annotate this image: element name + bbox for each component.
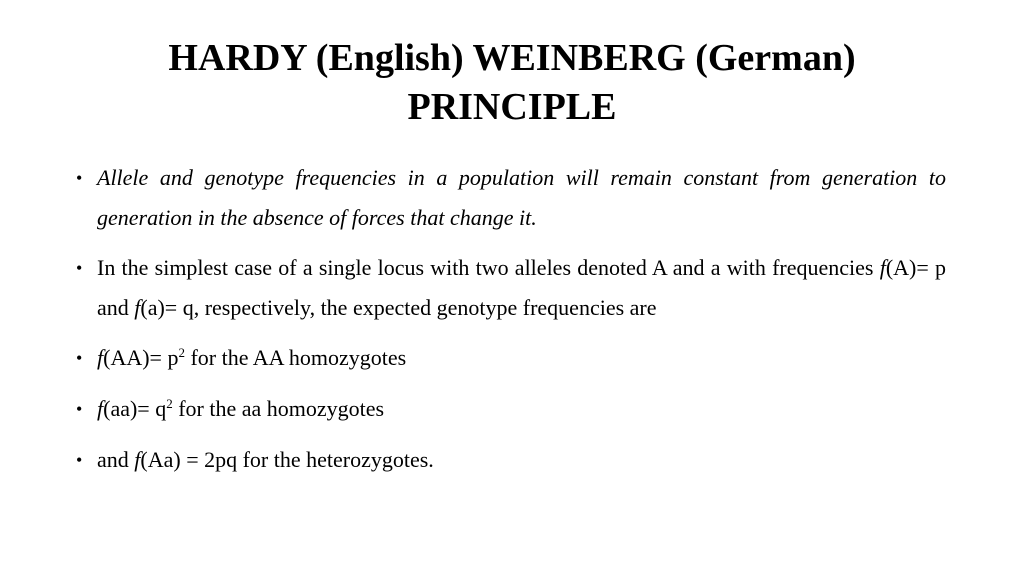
heterozygote-formula: (Aa) = 2pq for the heterozygotes.	[140, 447, 434, 472]
recessive-formula: (aa)= q	[103, 396, 167, 421]
bullet-definition	[76, 158, 946, 238]
aa-description: for the AA homozygotes	[184, 345, 407, 370]
title-line-2: PRINCIPLE	[407, 86, 617, 128]
recessive-description: for the aa homozygotes	[172, 396, 385, 421]
heterozygote-lead: and	[97, 447, 135, 472]
bullet-dot-icon: •	[76, 450, 83, 470]
freq-function-symbol: f	[134, 447, 141, 472]
bullet-aa-homozygote	[76, 338, 946, 378]
definition-text: Allele and genotype frequencies in a population will remain constant from generation to generation in the absence of forces that change it.	[97, 165, 946, 230]
bullet-dot-icon: •	[76, 348, 83, 368]
freq-function-symbol: f	[134, 295, 141, 320]
freq-function-symbol: f	[879, 255, 886, 280]
bullet-recessive-homozygote	[76, 389, 946, 429]
simplest-case-text-3: (a)= q, respectively, the expected genotype frequencies are	[140, 295, 657, 320]
simplest-case-text-1: In the simplest case of a single locus with two alleles denoted A and a with frequencies	[97, 255, 880, 280]
slide-title	[60, 34, 964, 132]
bullet-dot-icon: •	[76, 399, 83, 419]
title-line-1: HARDY (English) WEINBERG (German)	[168, 37, 856, 79]
bullet-dot-icon: •	[76, 258, 83, 278]
aa-formula: (AA)= p	[103, 345, 179, 370]
squared-exponent: 2	[166, 396, 173, 411]
slide-body	[76, 158, 946, 491]
bullet-heterozygote	[76, 440, 946, 480]
bullet-simplest-case	[76, 248, 946, 328]
freq-function-symbol: f	[97, 345, 104, 370]
simplest-case-text-2: (A)= p and	[97, 255, 946, 320]
freq-function-symbol: f	[97, 396, 104, 421]
bullet-list	[76, 158, 946, 480]
squared-exponent: 2	[178, 345, 185, 360]
bullet-dot-icon: •	[76, 168, 83, 188]
